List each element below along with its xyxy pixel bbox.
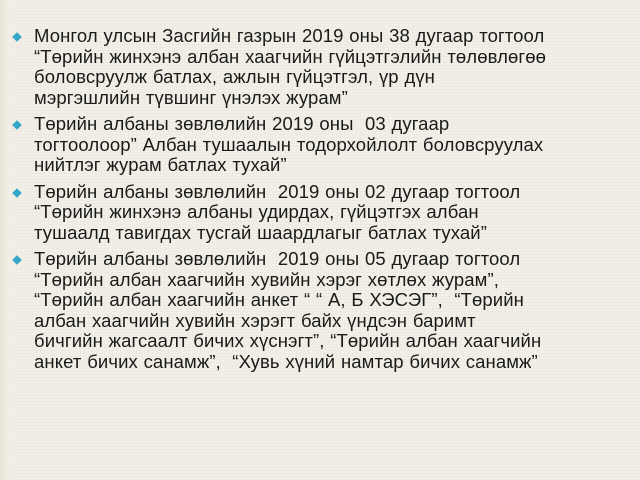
diamond-bullet-icon	[12, 188, 22, 198]
bullet-line: анкет бичих санамж”, “Хувь хүний намтар бичих санамж”	[34, 350, 538, 372]
diamond-bullet-icon	[12, 32, 22, 42]
bullet-item	[12, 249, 632, 372]
bullet-line: “Төрийн жинхэнэ албан хаагчийн гүйцэтгэлийн төлөвлөгөө	[34, 45, 546, 67]
bullet-line: тушаалд тавигдах тусгай шаардлагыг батлах тухай”	[34, 221, 488, 243]
bullet-line: Төрийн албаны зөвлөлийн 2019 оны 05 дугаар тогтоол	[34, 248, 521, 269]
bullet-line: “Төрийн жинхэнэ албаны удирдах, гүйцэтгэх албан	[34, 201, 479, 222]
slide-left-edge	[0, 0, 10, 480]
diamond-bullet-icon	[12, 120, 22, 130]
bullet-line: Төрийн албаны зөвлөлийн 2019 оны 03 дугаар	[34, 113, 450, 134]
diamond-bullet-icon	[12, 255, 22, 265]
bullet-line: Төрийн албаны зөвлөлийн 2019 оны 02 дугаар тогтоол	[34, 180, 521, 202]
bullet-line: Монгол улсын Засгийн газрын 2019 оны 38 дугаар тогтоол	[34, 25, 545, 46]
bullet-item	[12, 182, 632, 244]
bullet-line: бичгийн жагсаалт бичих хүснэгт”, “Төрийн албан хаагчийн	[34, 330, 542, 351]
bullet-line: боловсруулж батлах, ажлын гүйцэтгэл, үр дүн	[34, 66, 435, 87]
bullet-line: “Төрийн албан хаагчийн хувийн хэрэг хөтлөх журам”,	[34, 268, 499, 290]
bullet-item	[12, 26, 632, 108]
bullet-line: мэргэшлийн түвшинг үнэлэх журам”	[34, 86, 348, 108]
bullet-line: албан хаагчийн хувийн хэрэгт байх үндсэн баримт	[34, 309, 476, 331]
bullet-line: “Төрийн албан хаагчийн анкет “ “ А, Б ХЭСЭГ”, “Төрийн	[34, 289, 524, 310]
bullet-item	[12, 114, 632, 176]
bullet-list	[12, 26, 632, 378]
bullet-line: тогтоолоор” Албан тушаалын тодорхойлолт боловсруулах	[34, 133, 544, 155]
bullet-line: нийтлэг журам батлах тухай”	[34, 154, 287, 175]
